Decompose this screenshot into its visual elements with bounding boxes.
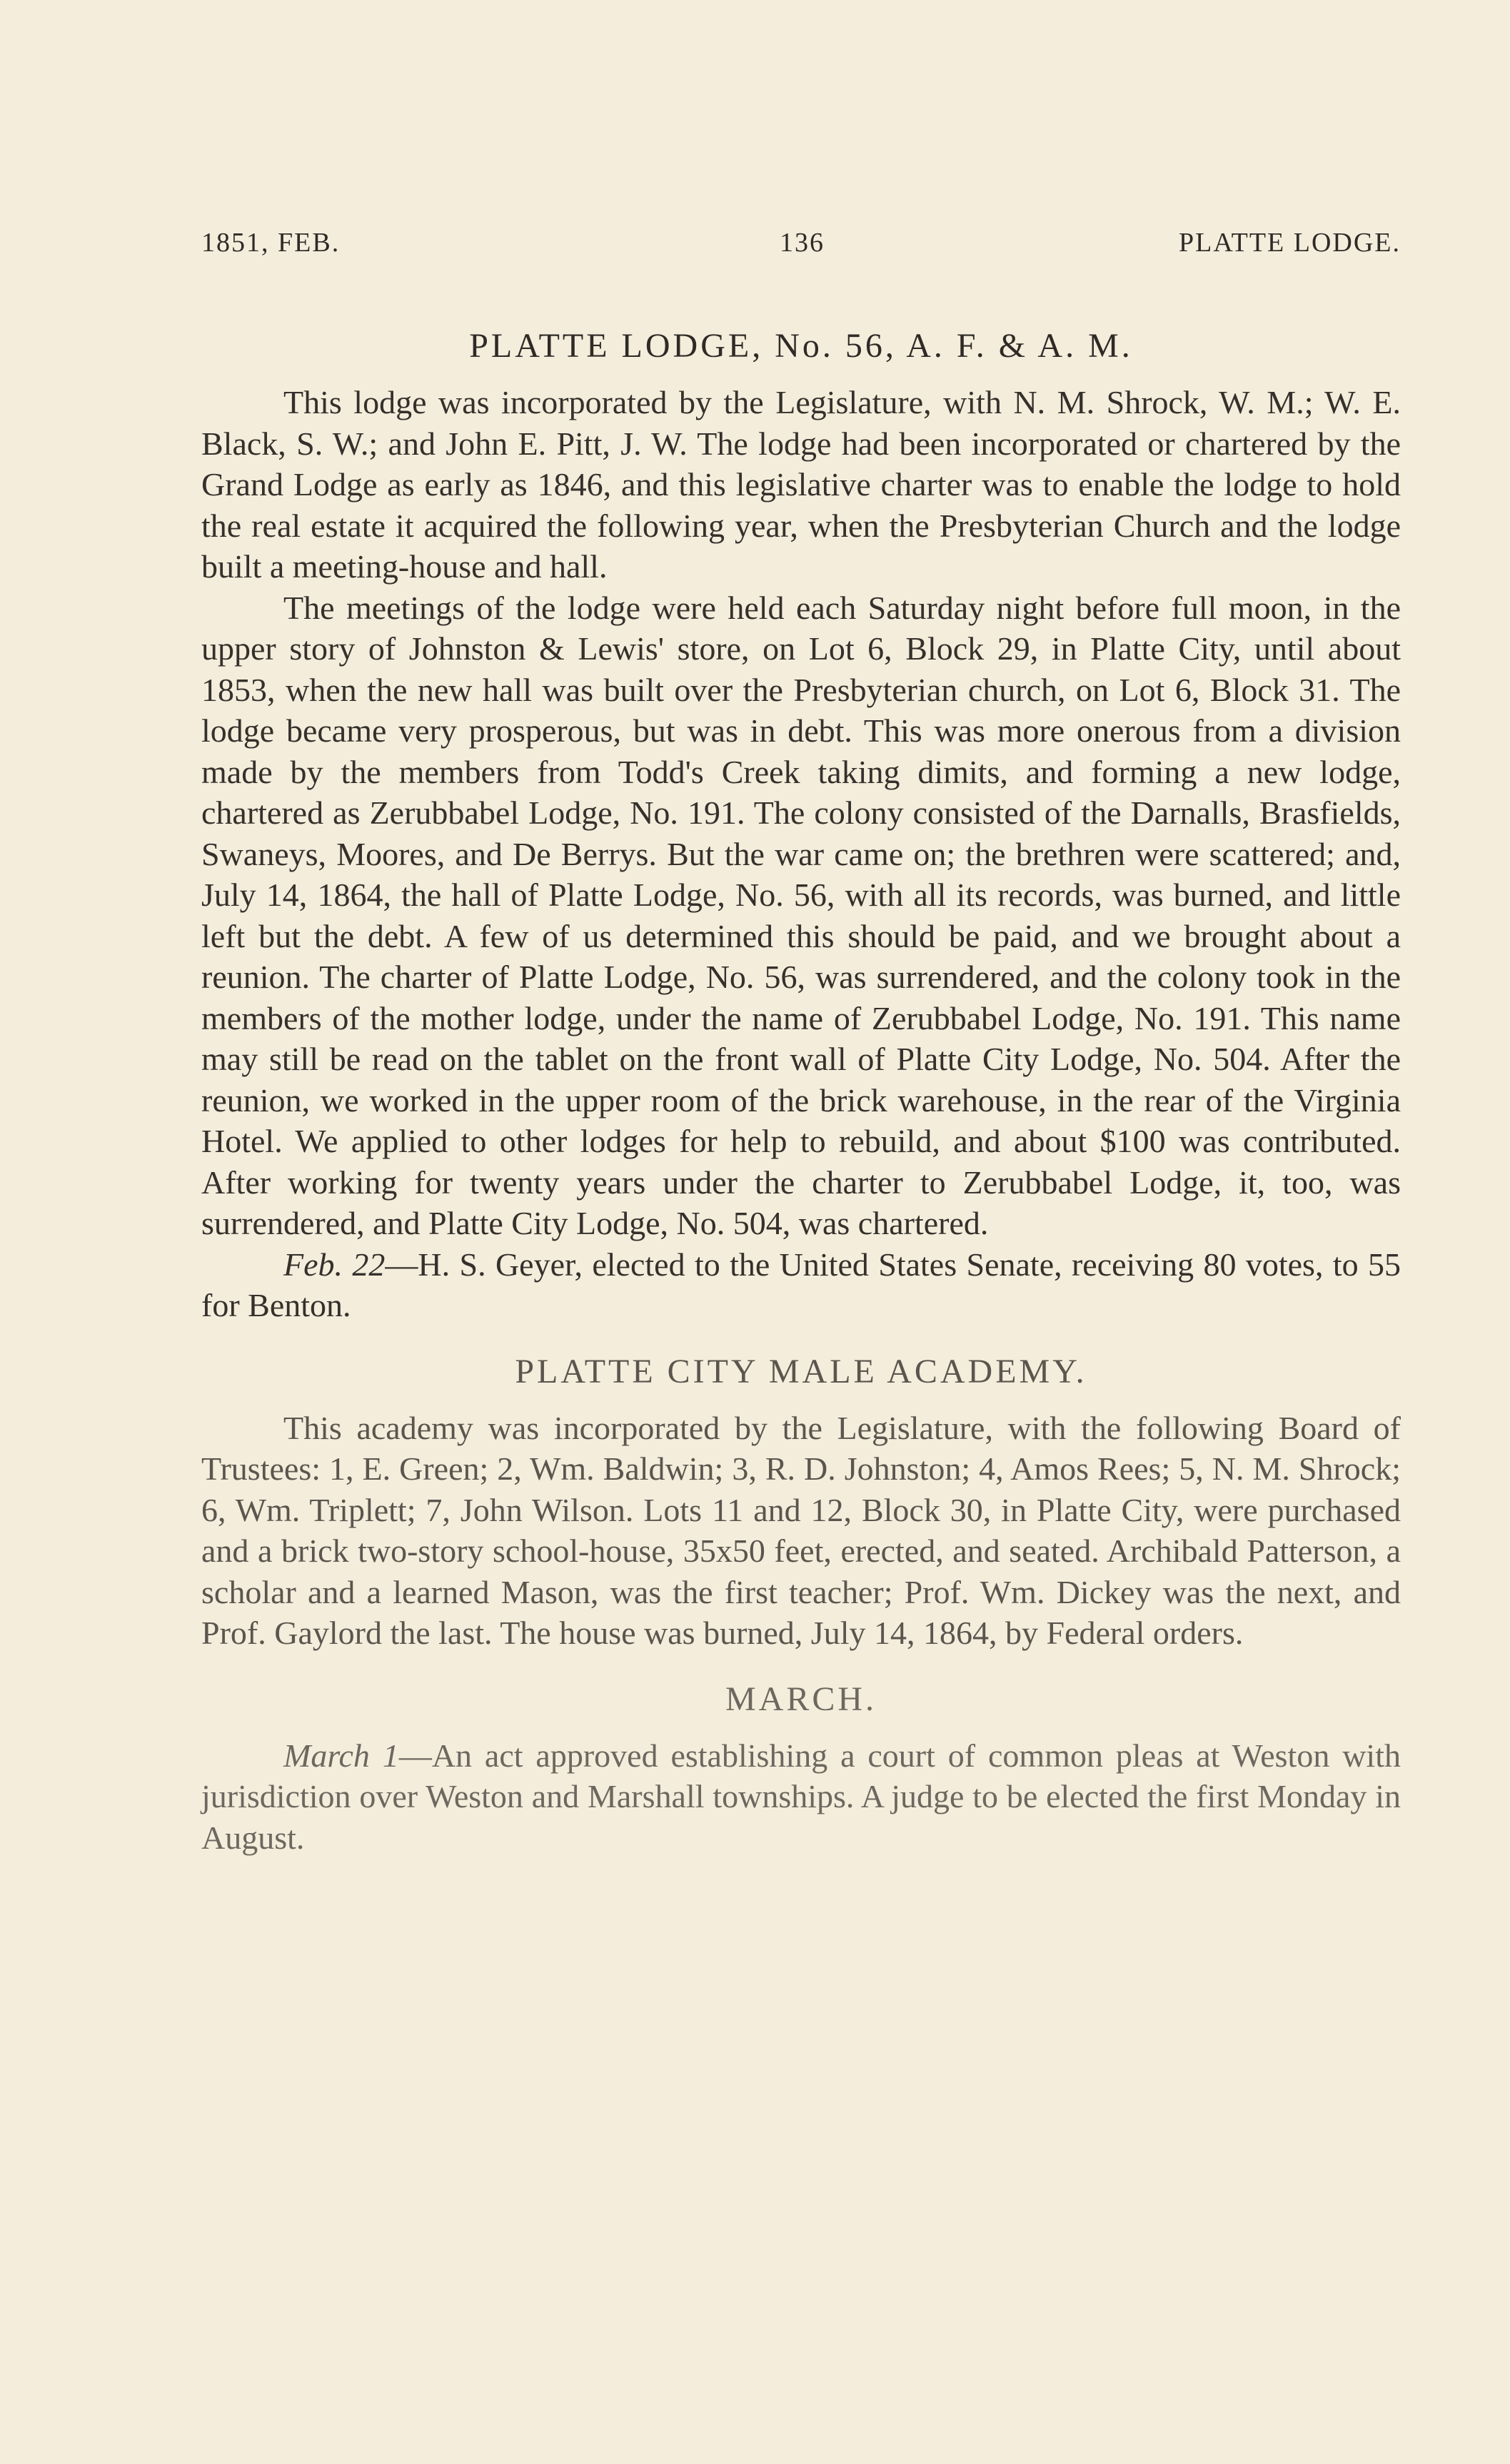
entry-date: March 1: [283, 1737, 399, 1774]
entry-date: Feb. 22: [283, 1246, 386, 1283]
entry-text: —An act approved establishing a court of common pleas at Weston with jurisdiction over Weston and Marshall townships. A judge to be elected the first Monday in August.: [201, 1737, 1401, 1856]
page-number: 136: [780, 228, 825, 258]
text-column: [201, 325, 1401, 1858]
entry-text: —H. S. Geyer, elected to the United States Senate, receiving 80 votes, to 55 for Benton.: [201, 1246, 1401, 1323]
paragraph-lodge-history: The meetings of the lodge were held each Saturday night before full moon, in the upper story of Johnston & Lewis' store, on Lot 6, Block 29, in Platte City, until about 1853, when the new hall was built over the Presbyterian church, on Lot 6, Block 31. The lodge became very prosperous, but was in debt. This was more onerous from a division made by the members from Todd's Creek taking dimits, and forming a new lodge, chartered as Zerubbabel Lodge, No. 191. The colony consisted of the Darnalls, Brasfields, Swaneys, Moores, and De Berrys. But the war came on; the brethren were scattered; and, July 14, 1864, the hall of Platte Lodge, No. 56, with all its records, was burned, and little left but the debt. A few of us determined this should be paid, and we brought about a reunion. The charter of Platte Lodge, No. 56, was surrendered, and the colony took in the members of the mother lodge, under the name of Zerubbabel Lodge, No. 191. This name may still be read on the tablet on the front wall of Platte City Lodge, No. 504. After the reunion, we worked in the upper room of the brick warehouse, in the rear of the Virginia Hotel. We applied to other lodges for help to rebuild, and about $100 was contributed. After working for twenty years under the charter to Zerubbabel Lodge, it, too, was surrendered, and Platte City Lodge, No. 504, was chartered.: [201, 589, 1401, 1241]
running-head-title: PLATTE LODGE.: [1179, 228, 1401, 258]
section-title-march: MARCH.: [725, 1680, 877, 1718]
paragraph-lodge-incorporation: This lodge was incorporated by the Legislature, with N. M. Shrock, W. M.; W. E. Black, S. W.; and John E. Pitt, J. W. The lodge had been incorporated or chartered by the Grand Lodge as early as 1846, and this legislative charter was to enable the lodge to hold the real estate it acquired the following year, when the Presbyterian Church and the lodge built a meeting-house and hall.: [201, 384, 1401, 585]
section-title-academy: PLATTE CITY MALE ACADEMY.: [515, 1352, 1087, 1390]
paragraph-academy: This academy was incorporated by the Legislature, with the following Board of Trustees: 1, E. Green; 2, Wm. Baldwin; 3, R. D. Johnston; 4, Amos Rees; 5, N. M. Shrock; 6, Wm. Triplett; 7, John Wilson. Lots 11 and 12, Block 30, in Platte City, were purchased and a brick two-story school-house, 35x50 feet, erected, and seated. Archibald Patterson, a scholar and a learned Mason, was the first teacher; Prof. Wm. Dickey was the next, and Prof. Gaylord the last. The house was burned, July 14, 1864, by Federal orders.: [201, 1409, 1401, 1651]
running-head: [201, 227, 1401, 270]
entry-feb-22: [201, 1244, 1401, 1326]
section-title-platte-lodge: PLATTE LODGE, No. 56, A. F. & A. M.: [469, 327, 1133, 365]
running-head-date: 1851, FEB.: [201, 228, 341, 258]
entry-march-1: [201, 1735, 1401, 1859]
